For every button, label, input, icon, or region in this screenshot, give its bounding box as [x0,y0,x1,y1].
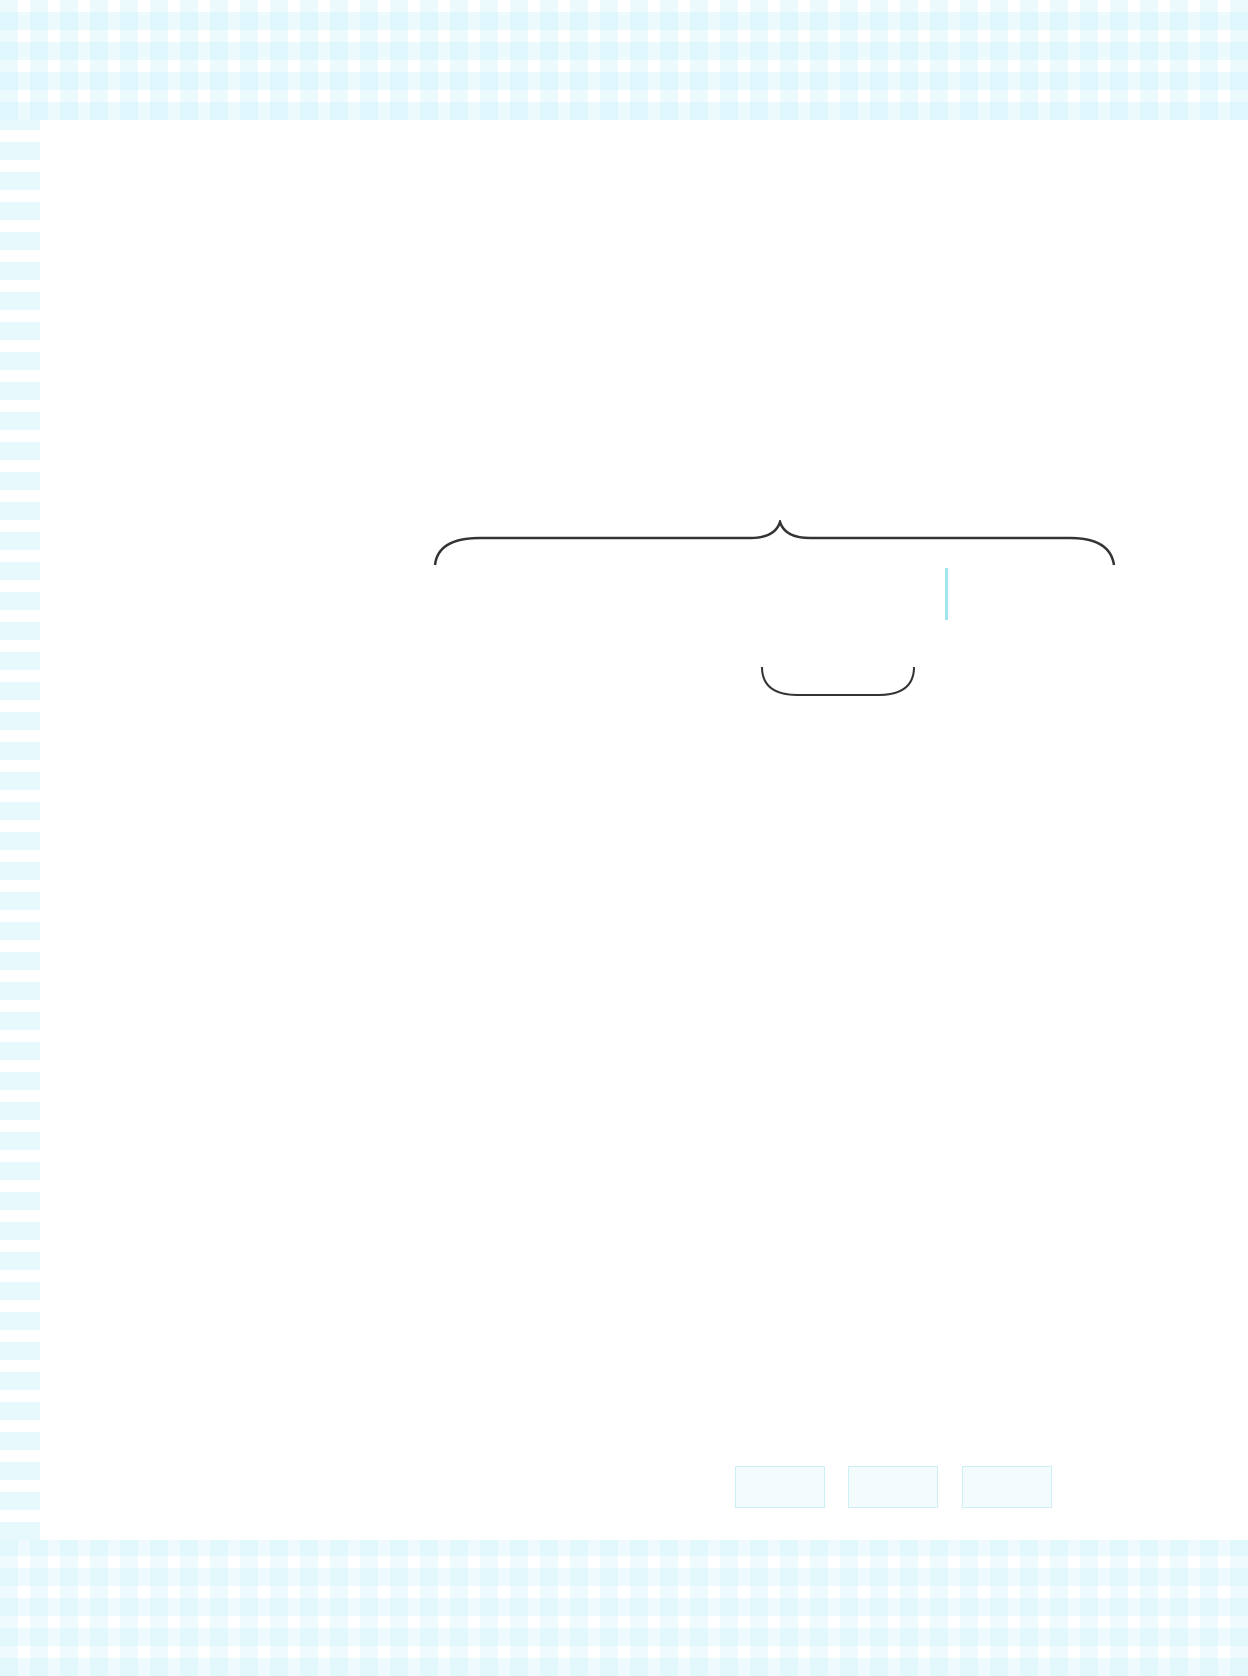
answer-box[interactable] [962,1466,1052,1508]
brace [430,520,1120,570]
divider [945,568,948,620]
moved-bracket [758,665,918,705]
decorative-grid-left [0,120,40,1540]
decorative-grid-bottom [0,1540,1248,1676]
decorative-grid-top [0,0,1248,120]
answer-box[interactable] [848,1466,938,1508]
answer-box[interactable] [735,1466,825,1508]
